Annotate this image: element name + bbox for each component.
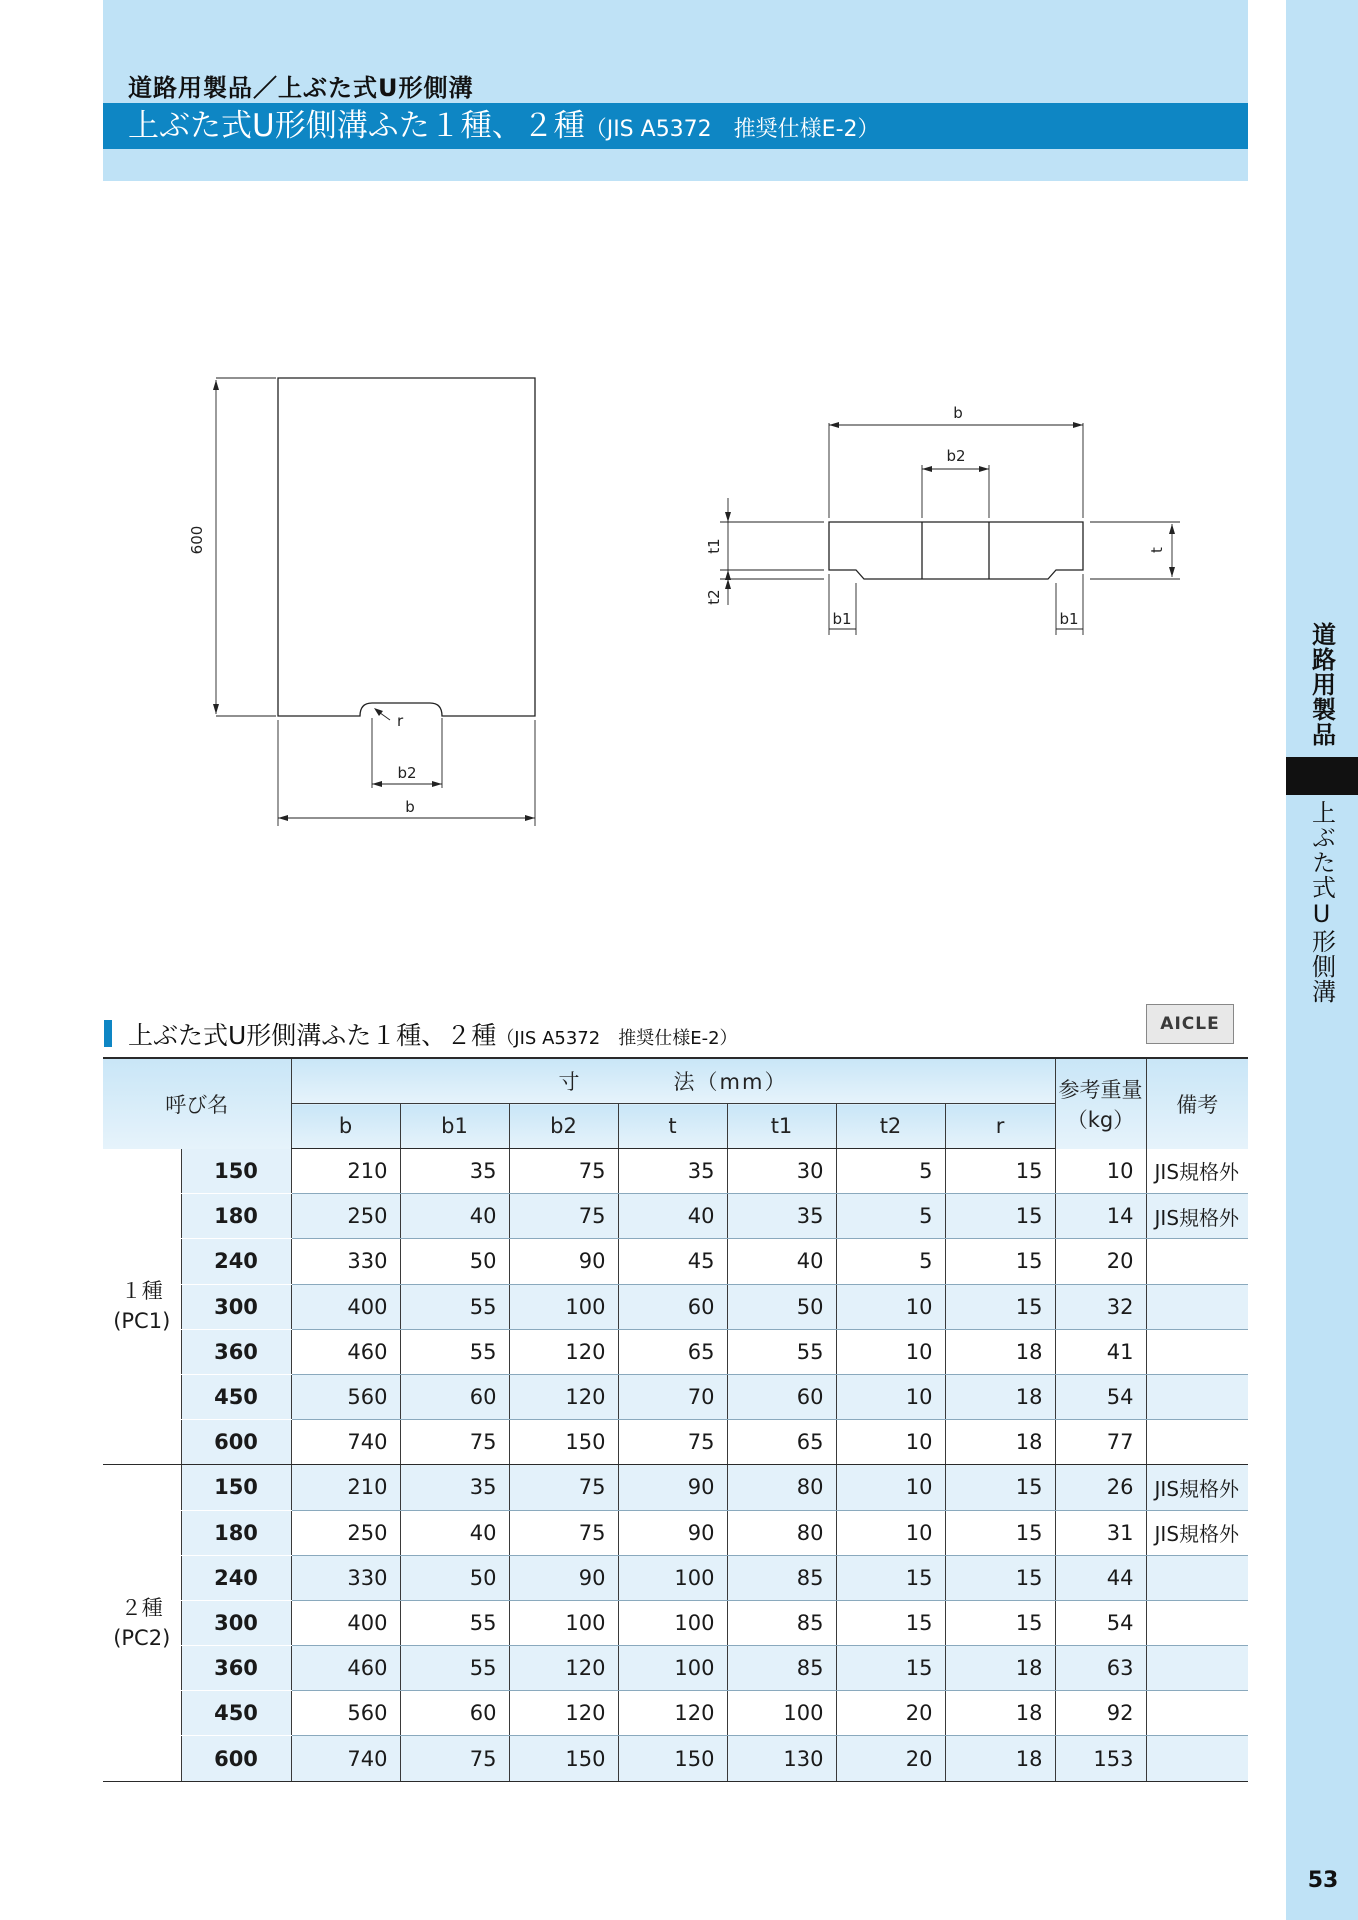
remarks-cell: JIS規格外 xyxy=(1146,1510,1248,1555)
remarks-cell xyxy=(1146,1736,1248,1781)
dimension-cell: 35 xyxy=(618,1149,727,1194)
dimension-cell: 40 xyxy=(618,1194,727,1239)
dimension-cell: 120 xyxy=(509,1646,618,1691)
dimension-cell: 460 xyxy=(291,1329,400,1374)
dimension-cell: 120 xyxy=(509,1374,618,1419)
dimension-cell: 100 xyxy=(618,1555,727,1600)
table-row xyxy=(103,1555,1248,1600)
section-outline xyxy=(829,522,1083,579)
weight-cell: 14 xyxy=(1055,1194,1146,1239)
table-row xyxy=(103,1465,1248,1510)
dimension-cell: 35 xyxy=(400,1149,509,1194)
dimension-cell: 45 xyxy=(618,1239,727,1284)
dimension-cell: 10 xyxy=(836,1374,945,1419)
dimension-cell: 70 xyxy=(618,1374,727,1419)
weight-cell: 10 xyxy=(1055,1149,1146,1194)
group-code: (PC1) xyxy=(113,1309,171,1334)
dimension-cell: 60 xyxy=(618,1284,727,1329)
dimension-cell: 15 xyxy=(945,1465,1055,1510)
dimension-cell: 330 xyxy=(291,1239,400,1284)
nominal-name-cell: 300 xyxy=(181,1284,291,1329)
header-col-b2: b2 xyxy=(509,1104,618,1149)
remarks-cell: JIS規格外 xyxy=(1146,1194,1248,1239)
dimension-cell: 35 xyxy=(400,1465,509,1510)
dimension-cell: 18 xyxy=(945,1374,1055,1419)
weight-cell: 77 xyxy=(1055,1420,1146,1465)
weight-cell: 20 xyxy=(1055,1239,1146,1284)
dimension-cell: 10 xyxy=(836,1329,945,1374)
dimension-cell: 60 xyxy=(727,1374,836,1419)
dimension-cell: 75 xyxy=(400,1420,509,1465)
remarks-cell xyxy=(1146,1600,1248,1645)
dimension-cell: 100 xyxy=(727,1691,836,1736)
table-row xyxy=(103,1646,1248,1691)
remarks-cell xyxy=(1146,1239,1248,1284)
logo-text: AICLE xyxy=(1160,1014,1220,1034)
dimension-cell: 20 xyxy=(836,1736,945,1781)
spec-table xyxy=(103,1057,1248,1782)
dimension-cell: 90 xyxy=(618,1510,727,1555)
dimension-cell: 250 xyxy=(291,1194,400,1239)
page-title xyxy=(128,106,880,150)
table-row xyxy=(103,1239,1248,1284)
plan-label-b2: b2 xyxy=(397,764,417,782)
table-row xyxy=(103,1374,1248,1419)
dimension-cell: 80 xyxy=(727,1510,836,1555)
section-label-b: b xyxy=(953,404,963,422)
dimension-cell: 75 xyxy=(509,1510,618,1555)
dimension-cell: 15 xyxy=(945,1555,1055,1600)
dimension-cell: 55 xyxy=(400,1600,509,1645)
dimension-cell: 150 xyxy=(509,1420,618,1465)
dimension-cell: 250 xyxy=(291,1510,400,1555)
section-view-drawing xyxy=(700,395,1200,645)
dimension-cell: 15 xyxy=(945,1149,1055,1194)
remarks-cell xyxy=(1146,1555,1248,1600)
dimension-cell: 65 xyxy=(618,1329,727,1374)
nominal-name-cell: 360 xyxy=(181,1329,291,1374)
dimension-cell: 75 xyxy=(509,1465,618,1510)
nominal-name-cell: 300 xyxy=(181,1600,291,1645)
dimension-cell: 75 xyxy=(618,1420,727,1465)
header-weight xyxy=(1055,1058,1146,1149)
dimension-cell: 100 xyxy=(618,1646,727,1691)
dimension-cell: 65 xyxy=(727,1420,836,1465)
section-label-t2: t2 xyxy=(705,589,723,605)
dimension-cell: 210 xyxy=(291,1465,400,1510)
side-tab-section[interactable]: 上ぶた式U形側溝 xyxy=(1307,800,1336,1004)
dimension-cell: 40 xyxy=(400,1194,509,1239)
weight-cell: 31 xyxy=(1055,1510,1146,1555)
nominal-name-cell: 360 xyxy=(181,1646,291,1691)
weight-cell: 44 xyxy=(1055,1555,1146,1600)
remarks-cell: JIS規格外 xyxy=(1146,1149,1248,1194)
page-number: 53 xyxy=(1307,1868,1339,1893)
table-row xyxy=(103,1736,1248,1781)
dimension-cell: 740 xyxy=(291,1736,400,1781)
dimension-cell: 10 xyxy=(836,1420,945,1465)
remarks-cell: JIS規格外 xyxy=(1146,1465,1248,1510)
dimension-cell: 15 xyxy=(945,1239,1055,1284)
section-title-marker xyxy=(104,1020,112,1047)
dimension-cell: 18 xyxy=(945,1329,1055,1374)
dimension-cell: 55 xyxy=(400,1646,509,1691)
dimension-cell: 210 xyxy=(291,1149,400,1194)
table-row xyxy=(103,1284,1248,1329)
dimension-cell: 90 xyxy=(618,1465,727,1510)
section-label-t: t xyxy=(1148,547,1166,553)
dimension-cell: 20 xyxy=(836,1691,945,1736)
plan-dim-600: 600 xyxy=(188,525,206,555)
dimension-cell: 10 xyxy=(836,1284,945,1329)
group-label-cell xyxy=(103,1465,181,1781)
header-col-b: b xyxy=(291,1104,400,1149)
dimension-cell: 330 xyxy=(291,1555,400,1600)
certification-logo xyxy=(1146,1004,1234,1044)
dimension-cell: 15 xyxy=(945,1510,1055,1555)
dimension-cell: 10 xyxy=(836,1510,945,1555)
table-row xyxy=(103,1149,1248,1194)
nominal-name-cell: 450 xyxy=(181,1691,291,1736)
dimension-cell: 18 xyxy=(945,1420,1055,1465)
header-col-t1: t1 xyxy=(727,1104,836,1149)
dimension-cell: 85 xyxy=(727,1555,836,1600)
dimension-cell: 100 xyxy=(509,1284,618,1329)
nominal-name-cell: 180 xyxy=(181,1194,291,1239)
dimension-cell: 560 xyxy=(291,1374,400,1419)
dimension-cell: 15 xyxy=(945,1600,1055,1645)
dimension-cell: 75 xyxy=(509,1149,618,1194)
plan-label-r: r xyxy=(397,712,404,730)
group-label: ２種 xyxy=(120,1595,163,1620)
dimension-cell: 15 xyxy=(836,1646,945,1691)
weight-cell: 63 xyxy=(1055,1646,1146,1691)
nominal-name-cell: 150 xyxy=(181,1465,291,1510)
category-heading: 道路用製品／上ぶた式U形側溝 xyxy=(128,74,474,102)
page-title-sub: （JIS A5372 推奨仕様E-2） xyxy=(584,117,880,142)
header-dimensions: 寸 法（mm） xyxy=(291,1058,1055,1104)
dimension-cell: 120 xyxy=(618,1691,727,1736)
dimension-cell: 15 xyxy=(836,1600,945,1645)
nominal-name-cell: 450 xyxy=(181,1374,291,1419)
dimension-cell: 18 xyxy=(945,1646,1055,1691)
dimension-cell: 85 xyxy=(727,1600,836,1645)
dimension-cell: 18 xyxy=(945,1736,1055,1781)
dimension-cell: 90 xyxy=(509,1555,618,1600)
dimension-cell: 18 xyxy=(945,1691,1055,1736)
weight-cell: 26 xyxy=(1055,1465,1146,1510)
dimension-cell: 75 xyxy=(400,1736,509,1781)
header-remarks: 備考 xyxy=(1146,1058,1248,1149)
dimension-cell: 40 xyxy=(727,1239,836,1284)
dimension-cell: 55 xyxy=(727,1329,836,1374)
dimension-cell: 40 xyxy=(400,1510,509,1555)
table-row xyxy=(103,1691,1248,1736)
dimension-cell: 35 xyxy=(727,1194,836,1239)
dimension-cell: 60 xyxy=(400,1691,509,1736)
dimension-cell: 100 xyxy=(509,1600,618,1645)
nominal-name-cell: 240 xyxy=(181,1555,291,1600)
dimension-cell: 30 xyxy=(727,1149,836,1194)
group-code: (PC2) xyxy=(113,1625,171,1650)
dimension-cell: 5 xyxy=(836,1194,945,1239)
section-label-b1-left: b1 xyxy=(832,610,852,628)
weight-cell: 54 xyxy=(1055,1374,1146,1419)
remarks-cell xyxy=(1146,1374,1248,1419)
dimension-cell: 560 xyxy=(291,1691,400,1736)
header-weight-line2: （kg） xyxy=(1066,1107,1135,1132)
dimension-cell: 15 xyxy=(945,1194,1055,1239)
remarks-cell xyxy=(1146,1420,1248,1465)
table-row xyxy=(103,1510,1248,1555)
section-title-sub: （JIS A5372 推奨仕様E-2） xyxy=(496,1028,738,1049)
section-title xyxy=(128,1016,738,1052)
dimension-cell: 60 xyxy=(400,1374,509,1419)
dimension-cell: 90 xyxy=(509,1239,618,1284)
nominal-name-cell: 150 xyxy=(181,1149,291,1194)
nominal-name-cell: 240 xyxy=(181,1239,291,1284)
header-col-r: r xyxy=(945,1104,1055,1149)
dimension-cell: 55 xyxy=(400,1329,509,1374)
remarks-cell xyxy=(1146,1284,1248,1329)
group-label-cell xyxy=(103,1149,181,1465)
page-title-main: 上ぶた式U形側溝ふた１種、２種 xyxy=(128,108,585,144)
remarks-cell xyxy=(1146,1646,1248,1691)
table-row xyxy=(103,1194,1248,1239)
weight-cell: 32 xyxy=(1055,1284,1146,1329)
plan-label-b: b xyxy=(405,798,415,816)
nominal-name-cell: 600 xyxy=(181,1736,291,1781)
dimension-cell: 10 xyxy=(836,1465,945,1510)
dimension-cell: 50 xyxy=(400,1555,509,1600)
weight-cell: 92 xyxy=(1055,1691,1146,1736)
nominal-name-cell: 180 xyxy=(181,1510,291,1555)
remarks-cell xyxy=(1146,1329,1248,1374)
dimension-cell: 50 xyxy=(727,1284,836,1329)
side-tab-active-marker xyxy=(1286,757,1358,795)
group-label: １種 xyxy=(120,1279,163,1304)
weight-cell: 153 xyxy=(1055,1736,1146,1781)
dimension-cell: 80 xyxy=(727,1465,836,1510)
table-row xyxy=(103,1329,1248,1374)
nominal-name-cell: 600 xyxy=(181,1420,291,1465)
dimension-cell: 15 xyxy=(836,1555,945,1600)
dimension-cell: 15 xyxy=(945,1284,1055,1329)
side-tab-category[interactable]: 道路用製品 xyxy=(1307,622,1336,747)
dimension-cell: 55 xyxy=(400,1284,509,1329)
dimension-cell: 150 xyxy=(509,1736,618,1781)
dimension-cell: 150 xyxy=(618,1736,727,1781)
spec-table-body xyxy=(103,1149,1248,1782)
dimension-cell: 5 xyxy=(836,1149,945,1194)
remarks-cell xyxy=(1146,1691,1248,1736)
dimension-cell: 120 xyxy=(509,1329,618,1374)
header-col-t: t xyxy=(618,1104,727,1149)
dimension-cell: 460 xyxy=(291,1646,400,1691)
dimension-cell: 400 xyxy=(291,1600,400,1645)
plan-view-drawing xyxy=(180,360,560,840)
table-row xyxy=(103,1420,1248,1465)
plan-outline xyxy=(278,378,535,716)
dimension-cell: 120 xyxy=(509,1691,618,1736)
header-name: 呼び名 xyxy=(103,1058,291,1149)
dimension-cell: 400 xyxy=(291,1284,400,1329)
dimension-cell: 100 xyxy=(618,1600,727,1645)
dimension-cell: 130 xyxy=(727,1736,836,1781)
dimension-cell: 740 xyxy=(291,1420,400,1465)
dimension-cell: 85 xyxy=(727,1646,836,1691)
section-label-t1: t1 xyxy=(705,538,723,554)
weight-cell: 41 xyxy=(1055,1329,1146,1374)
section-label-b2: b2 xyxy=(946,447,966,465)
section-label-b1-right: b1 xyxy=(1059,610,1079,628)
header-weight-line1: 参考重量 xyxy=(1058,1077,1143,1102)
header-col-b1: b1 xyxy=(400,1104,509,1149)
header-col-t2: t2 xyxy=(836,1104,945,1149)
dimension-cell: 5 xyxy=(836,1239,945,1284)
section-title-main: 上ぶた式U形側溝ふた１種、２種 xyxy=(128,1021,497,1050)
dimension-cell: 50 xyxy=(400,1239,509,1284)
table-row xyxy=(103,1600,1248,1645)
weight-cell: 54 xyxy=(1055,1600,1146,1645)
dimension-cell: 75 xyxy=(509,1194,618,1239)
